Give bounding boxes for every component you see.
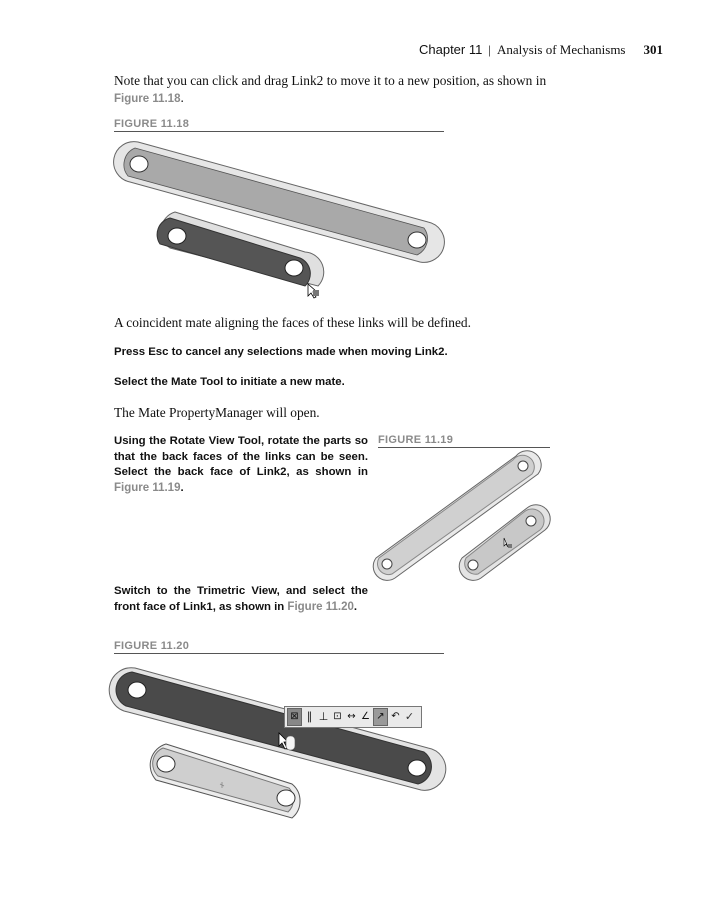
instruction-select-mate-tool: Select the Mate Tool to initiate a new mate.	[114, 376, 345, 388]
figure-caption-11-18: FIGURE 11.18	[114, 118, 444, 132]
figure-caption-11-20: FIGURE 11.20	[114, 640, 444, 654]
chapter-label: Chapter 11	[418, 42, 483, 57]
instruction-rotate-view: Using the Rotate View Tool, rotate the parts so that the back faces of the links can be seen. Select the back face of Link2, as shown in Figure 11.19.	[114, 435, 368, 494]
figure-ref-11-18[interactable]: Figure 11.18	[114, 93, 181, 105]
angle-tool-icon[interactable]: ∠	[361, 711, 370, 722]
mate-popup-toolbar	[284, 706, 422, 728]
running-head: Chapter 11 | Analysis of Mechanisms 301	[418, 42, 663, 57]
lock-tool-icon[interactable]: ⊡	[333, 711, 342, 722]
coincident-tool-icon[interactable]: ⊠	[287, 708, 302, 726]
undo-icon[interactable]: ↶	[391, 711, 400, 722]
paragraph-mate-propertymanager: The Mate PropertyManager will open.	[114, 405, 320, 420]
page-number: 301	[643, 42, 663, 57]
paragraph-drag-link2: Note that you can click and drag Link2 to move it to a new position, as shown in Figure 11.18.	[114, 73, 547, 105]
figure-ref-11-19[interactable]: Figure 11.19	[114, 481, 181, 494]
flip-alignment-icon[interactable]: ↗	[373, 708, 388, 726]
ok-checkmark-icon[interactable]: ✓	[404, 710, 415, 723]
perpendicular-tool-icon[interactable]: ⊥	[318, 710, 329, 723]
distance-tool-icon[interactable]: ↔	[347, 711, 356, 722]
parallel-tool-icon[interactable]: ∥	[306, 710, 313, 723]
link2-selected-face[interactable]	[150, 744, 300, 818]
figure-caption-11-19: FIGURE 11.19	[378, 434, 550, 448]
paragraph-coincident-mate: A coincident mate aligning the faces of these links will be defined.	[114, 315, 471, 330]
section-title: Analysis of Mechanisms	[496, 42, 626, 57]
instruction-press-esc: Press Esc to cancel any selections made when moving Link2.	[114, 346, 448, 358]
instruction-trimetric-view: Switch to the Trimetric View, and select the front face of Link1, as shown in Figure 11.20.	[114, 585, 368, 613]
figure-ref-11-20[interactable]: Figure 11.20	[287, 600, 354, 613]
